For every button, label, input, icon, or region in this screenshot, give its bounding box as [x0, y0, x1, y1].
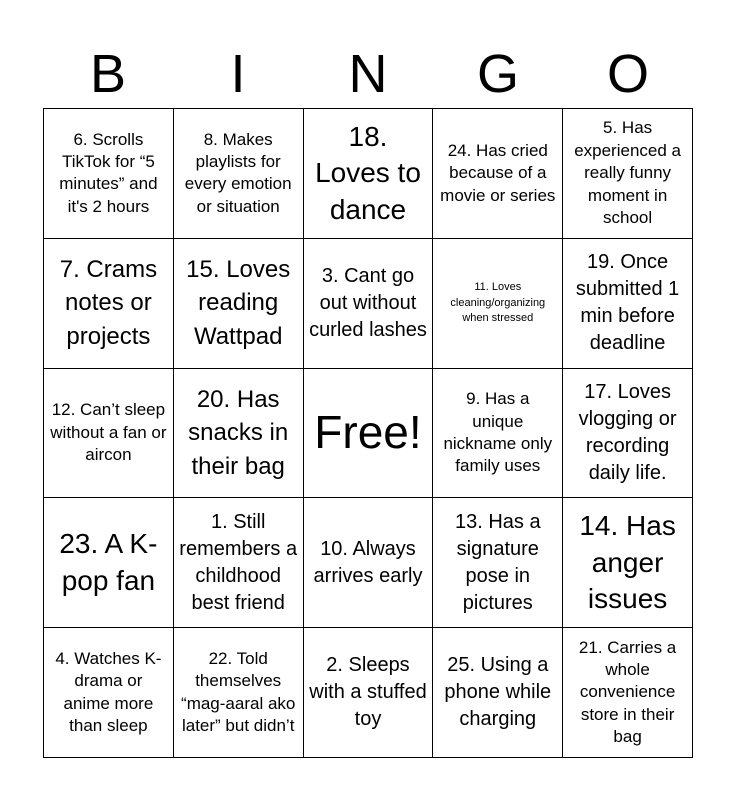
cell-text: 15. Loves reading Wattpad	[186, 255, 291, 350]
bingo-cell-r4c3[interactable]	[304, 498, 434, 628]
bingo-cell-r2c2[interactable]	[174, 239, 304, 369]
cell-text: 18. Loves to dance	[315, 120, 421, 225]
cell-text: 20. Has snacks in their bag	[188, 385, 289, 480]
cell-text: 12. Can’t sleep without a fan or aircon	[50, 400, 167, 465]
bingo-cell-r2c3[interactable]	[304, 239, 434, 369]
cell-text: 11. Loves cleaning/organizing when stressed	[450, 281, 546, 324]
cell-text: 7. Crams notes or projects	[59, 255, 158, 350]
header-letter-i: I	[230, 44, 246, 104]
header-letter-n: N	[348, 44, 388, 104]
header-letter-g: G	[476, 44, 519, 104]
bingo-cell-r1c4[interactable]	[433, 109, 563, 239]
bingo-cell-r5c1[interactable]	[44, 628, 174, 758]
bingo-cell-r2c4[interactable]	[433, 239, 563, 369]
cell-text: 14. Has anger issues	[579, 510, 676, 614]
cell-text: 3. Cant go out without curled lashes	[309, 264, 427, 341]
cell-text: 6. Scrolls TikTok for “5 minutes” and it's 2 hours	[59, 129, 158, 216]
bingo-cell-r4c2[interactable]	[174, 498, 304, 628]
bingo-cell-r3c1[interactable]	[44, 369, 174, 499]
bingo-cell-r5c3[interactable]	[304, 628, 434, 758]
bingo-cell-r4c5[interactable]	[563, 498, 693, 628]
bingo-cell-r3c2[interactable]	[174, 369, 304, 499]
bingo-board	[43, 108, 693, 758]
cell-text: 2. Sleeps with a stuffed toy	[309, 654, 427, 731]
bingo-cell-r5c5[interactable]	[563, 628, 693, 758]
free-space-text: Free!	[314, 406, 422, 459]
cell-text: 9. Has a unique nickname only family uses	[443, 389, 553, 476]
cell-text: 21. Carries a whole convenience store in their bag	[578, 637, 677, 747]
cell-text: 17. Loves vlogging or recording daily life.	[578, 380, 677, 484]
cell-text: 10. Always arrives early	[313, 537, 423, 587]
cell-text: 1. Still remembers a childhood best friend	[179, 510, 298, 614]
cell-text: 22. Told themselves “mag-aaral ako later” but didn’t	[181, 648, 296, 736]
cell-text: 8. Makes playlists for every emotion or situation	[184, 129, 292, 216]
header-letter-b: B	[89, 44, 127, 104]
bingo-cell-r1c1[interactable]	[44, 109, 174, 239]
bingo-cell-r4c1[interactable]	[44, 498, 174, 628]
bingo-cell-r2c1[interactable]	[44, 239, 174, 369]
bingo-cell-r1c5[interactable]	[563, 109, 693, 239]
header-letter-o: O	[606, 44, 649, 104]
cell-text: 13. Has a signature pose in pictures	[454, 510, 541, 614]
cell-text: 23. A K-pop fan	[59, 528, 158, 596]
cell-text: 25. Using a phone while charging	[444, 654, 552, 731]
bingo-cell-r2c5[interactable]	[563, 239, 693, 369]
bingo-cell-r4c4[interactable]	[433, 498, 563, 628]
bingo-cell-r1c3[interactable]	[304, 109, 434, 239]
bingo-cell-r5c4[interactable]	[433, 628, 563, 758]
bingo-header	[43, 40, 693, 108]
cell-text: 24. Has cried because of a movie or series	[440, 140, 556, 205]
bingo-cell-free[interactable]	[304, 369, 434, 499]
bingo-cell-r3c5[interactable]	[563, 369, 693, 499]
bingo-cell-r5c2[interactable]	[174, 628, 304, 758]
cell-text: 19. Once submitted 1 min before deadline	[575, 251, 680, 355]
bingo-cell-r3c4[interactable]	[433, 369, 563, 499]
cell-text: 4. Watches K-drama or anime more than sleep	[55, 648, 162, 736]
bingo-cell-r1c2[interactable]	[174, 109, 304, 239]
cell-text: 5. Has experienced a really funny moment in school	[574, 118, 681, 228]
